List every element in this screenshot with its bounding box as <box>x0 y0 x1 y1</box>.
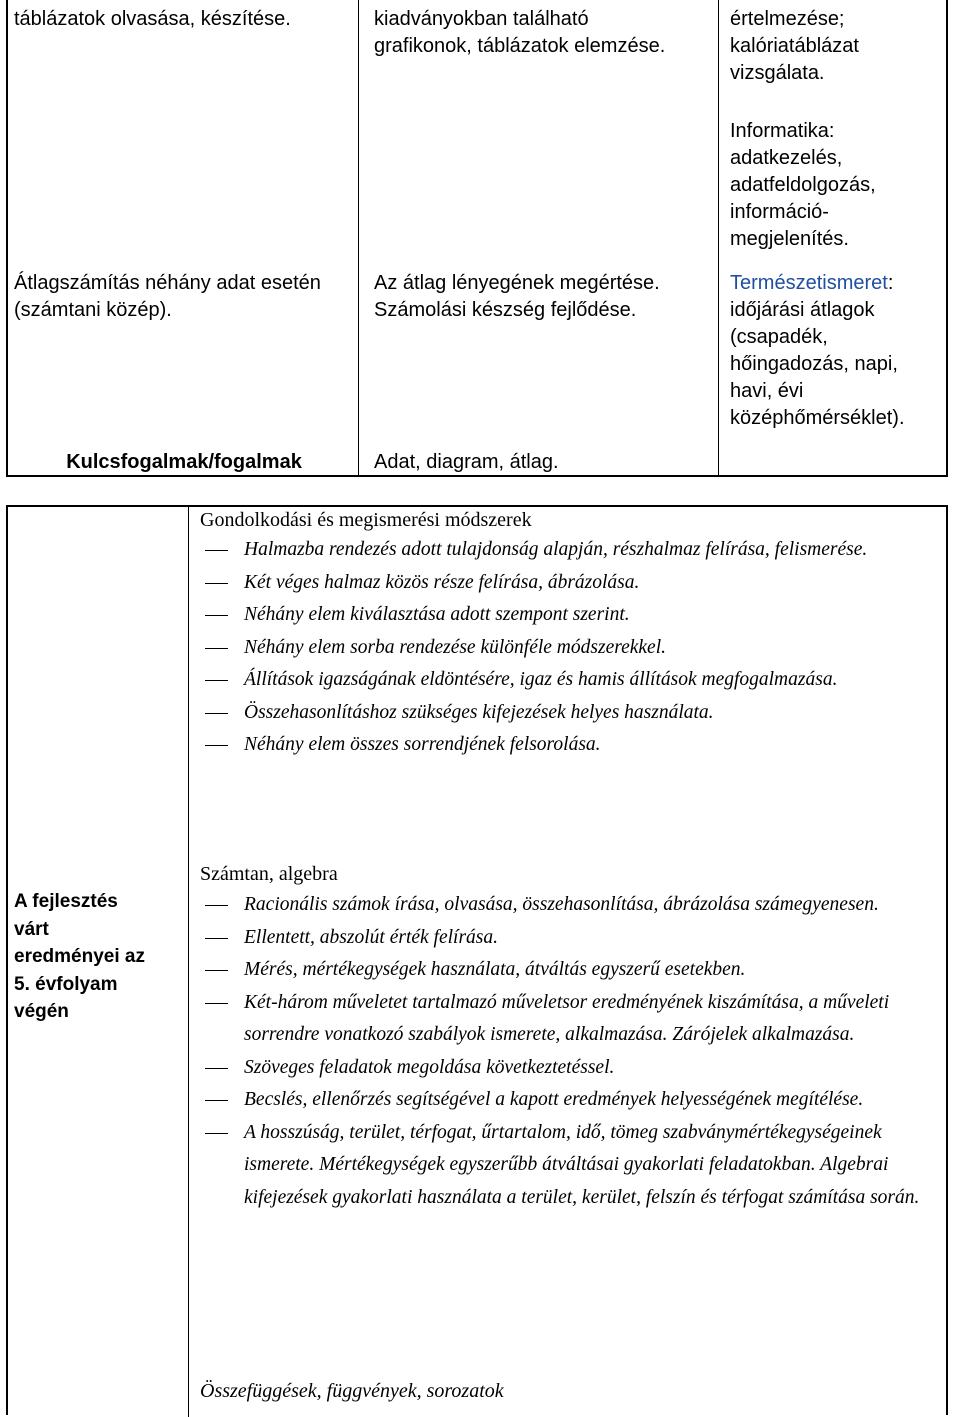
informatika-line2: adatfeldolgozás, <box>730 174 876 196</box>
termeszetismeret-label: Természetismeret <box>730 272 888 294</box>
informatika-line3: információ- <box>730 201 829 223</box>
heading-line: várt <box>14 918 49 940</box>
heading-line: 5. évfolyam <box>14 973 118 995</box>
szamtan-list <box>205 889 945 1214</box>
list-item: Összehasonlításhoz szükséges kifejezések helyes használata. <box>205 697 945 730</box>
termeszetismeret-line1: időjárási átlagok <box>730 299 875 321</box>
cell-col2-row1-line2: grafikonok, táblázatok elemzése. <box>374 35 666 57</box>
cell-col1-row1: táblázatok olvasása, készítése. <box>14 8 291 30</box>
termeszetismeret-line2: (csapadék, <box>730 326 828 348</box>
section-title-szamtan: Számtan, algebra <box>200 863 338 885</box>
cell-col2-row2-line1: Az átlag lényegének megértése. <box>374 272 660 294</box>
list-item: Mérés, mértékegységek használata, átváltás egyszerű esetekben. <box>205 954 945 987</box>
cell-col3-line1: értelmezése; <box>730 8 845 30</box>
list-item: Két véges halmaz közös része felírása, ábrázolása. <box>205 567 945 600</box>
section-title-gondolkodasi: Gondolkodási és megismerési módszerek <box>200 509 532 531</box>
kulcsfogalmak-label: Kulcsfogalmak/fogalmak <box>66 451 302 473</box>
termeszetismeret-line4: havi, évi <box>730 380 804 402</box>
list-item: Állítások igazságának eldöntésére, igaz és hamis állítások megfogalmazása. <box>205 664 945 697</box>
informatika-line4: megjelenítés. <box>730 228 849 250</box>
list-item: Néhány elem kiválasztása adott szempont szerint. <box>205 599 945 632</box>
list-item: Néhány elem sorba rendezése különféle módszerekkel. <box>205 632 945 665</box>
cell-col1-row2-line2: (számtani közép). <box>14 299 172 321</box>
column-divider <box>188 507 189 1417</box>
informatika-label: Informatika: <box>730 120 835 142</box>
cell-col2-row1-line1: kiadványokban található <box>374 8 589 30</box>
cell-col2-row2-line2: Számolási készség fejlődése. <box>374 299 637 321</box>
column-divider <box>718 0 719 475</box>
termeszetismeret-line3: hőingadozás, napi, <box>730 353 898 375</box>
termeszetismeret-colon: : <box>887 272 894 294</box>
termeszetismeret-heading <box>730 270 893 297</box>
heading-line: A fejlesztés <box>14 891 118 912</box>
column-divider <box>358 0 359 475</box>
list-item: Ellentett, abszolút érték felírása. <box>205 922 945 955</box>
list-item: Becslés, ellenőrzés segítségével a kapott eredmények helyességének megítélése. <box>205 1084 945 1117</box>
list-item: Két-három műveletet tartalmazó műveletsor eredményének kiszámítása, a műveleti sorrendre vonatkozó szabályok ismerete, alkalmazása. Zárójelek alkalmazása. <box>205 987 945 1052</box>
informatika-line1: adatkezelés, <box>730 147 843 169</box>
termeszetismeret-line5: középhőmérséklet). <box>730 407 905 429</box>
section-title-osszefuggesek: Összefüggések, függvények, sorozatok <box>200 1380 504 1402</box>
list-item: Néhány elem összes sorrendjének felsorolása. <box>205 729 945 762</box>
cell-col1-row2-line1: Átlagszámítás néhány adat esetén <box>14 272 321 294</box>
fejlesztes-heading <box>14 888 174 1026</box>
cell-col3-line2: kalóriatáblázat <box>730 35 859 57</box>
heading-line: végén <box>14 1001 69 1022</box>
gondolkodasi-list <box>205 534 945 762</box>
list-item: Racionális számok írása, olvasása, összehasonlítása, ábrázolása számegyenesen. <box>205 889 945 922</box>
cell-col3-line3: vizsgálata. <box>730 62 825 84</box>
list-item: Halmazba rendezés adott tulajdonság alapján, részhalmaz felírása, felismerése. <box>205 534 945 567</box>
list-item: Szöveges feladatok megoldása következtetéssel. <box>205 1052 945 1085</box>
list-item: A hosszúság, terület, térfogat, űrtartalom, idő, tömeg szabványmértékegységeinek ismerete. Mértékegységek egyszerűbb átváltásai gyakorlati feladatokban. Algebrai kifejezések gyakorlati használata a terület, kerület, felszín és térfogat számítása során. <box>205 1117 945 1215</box>
heading-line: eredményei az <box>14 946 145 967</box>
kulcsfogalmak-value: Adat, diagram, átlag. <box>374 451 559 473</box>
